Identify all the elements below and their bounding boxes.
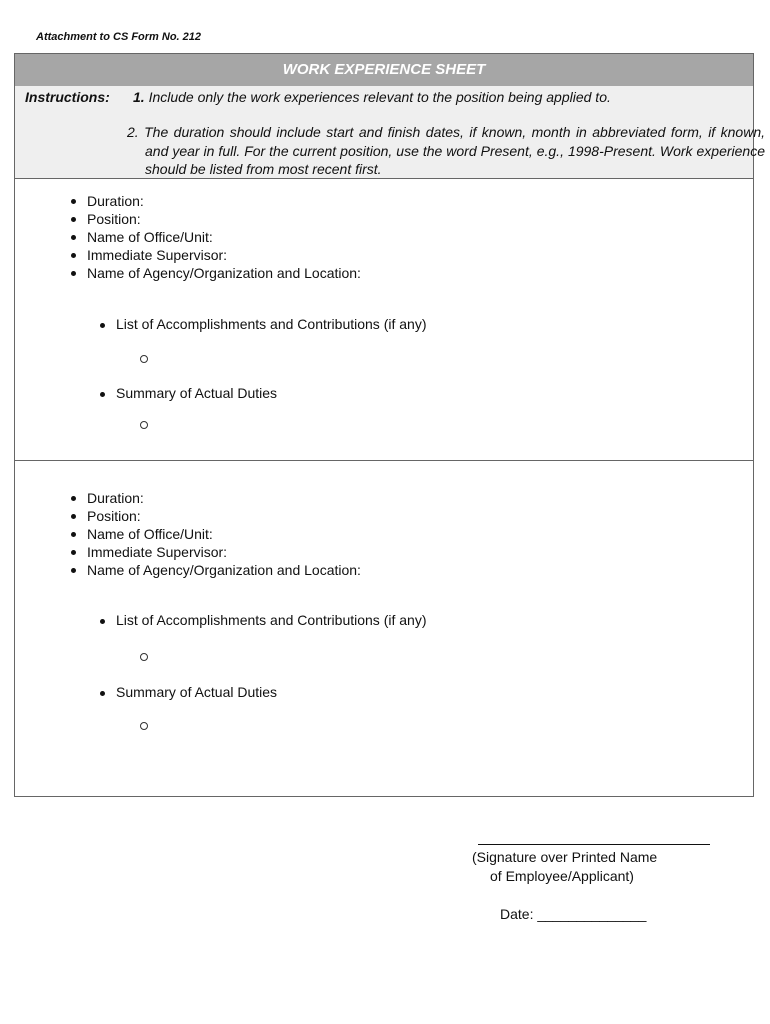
instruction-item-1	[133, 89, 611, 105]
instruction-item-2: 2. The duration should include start and finish dates, if known, month in abbreviated form, if known, and year in full. For the current position, use the word Present, e.g., 1998-Present. Work experience should be listed from most recent first.	[127, 124, 765, 177]
entry-field-list	[70, 489, 361, 579]
field-agency-location[interactable]: Name of Agency/Organization and Location:	[70, 561, 361, 579]
field-immediate-supervisor[interactable]: Immediate Supervisor:	[70, 543, 361, 561]
work-entry-2	[15, 461, 753, 797]
field-office-unit[interactable]: Name of Office/Unit:	[70, 228, 361, 246]
form-title: WORK EXPERIENCE SHEET	[15, 54, 753, 87]
field-immediate-supervisor[interactable]: Immediate Supervisor:	[70, 246, 361, 264]
accomplishments-label: List of Accomplishments and Contributions (if any)	[99, 612, 426, 628]
field-office-unit[interactable]: Name of Office/Unit:	[70, 525, 361, 543]
work-experience-form	[14, 53, 765, 797]
accomplishments-entry-bullet[interactable]	[140, 653, 148, 661]
date-field[interactable]: Date: ______________	[500, 906, 647, 922]
signature-caption-line1: (Signature over Printed Name	[472, 849, 658, 865]
field-duration[interactable]: Duration:	[70, 192, 361, 210]
duties-entry-bullet[interactable]	[140, 722, 148, 730]
signature-line[interactable]	[478, 844, 710, 845]
signature-caption-line2: of Employee/Applicant)	[490, 868, 634, 884]
duties-label: Summary of Actual Duties	[99, 385, 277, 401]
work-entry-1	[15, 179, 753, 461]
instructions-panel	[15, 86, 765, 179]
attachment-label: Attachment to CS Form No. 212	[36, 31, 202, 43]
accomplishments-entry-bullet[interactable]	[140, 355, 148, 363]
field-duration[interactable]: Duration:	[70, 489, 361, 507]
instructions-label: Instructions:	[25, 89, 110, 105]
field-agency-location[interactable]: Name of Agency/Organization and Location:	[70, 264, 361, 282]
duties-label: Summary of Actual Duties	[99, 684, 277, 700]
duties-entry-bullet[interactable]	[140, 421, 148, 429]
field-position[interactable]: Position:	[70, 507, 361, 525]
instruction-item-1-number: 1.	[133, 89, 145, 105]
entry-field-list	[70, 192, 361, 282]
instruction-item-1-text: Include only the work experiences relevant to the position being applied to.	[144, 89, 611, 105]
accomplishments-label: List of Accomplishments and Contributions (if any)	[99, 316, 426, 332]
field-position[interactable]: Position:	[70, 210, 361, 228]
